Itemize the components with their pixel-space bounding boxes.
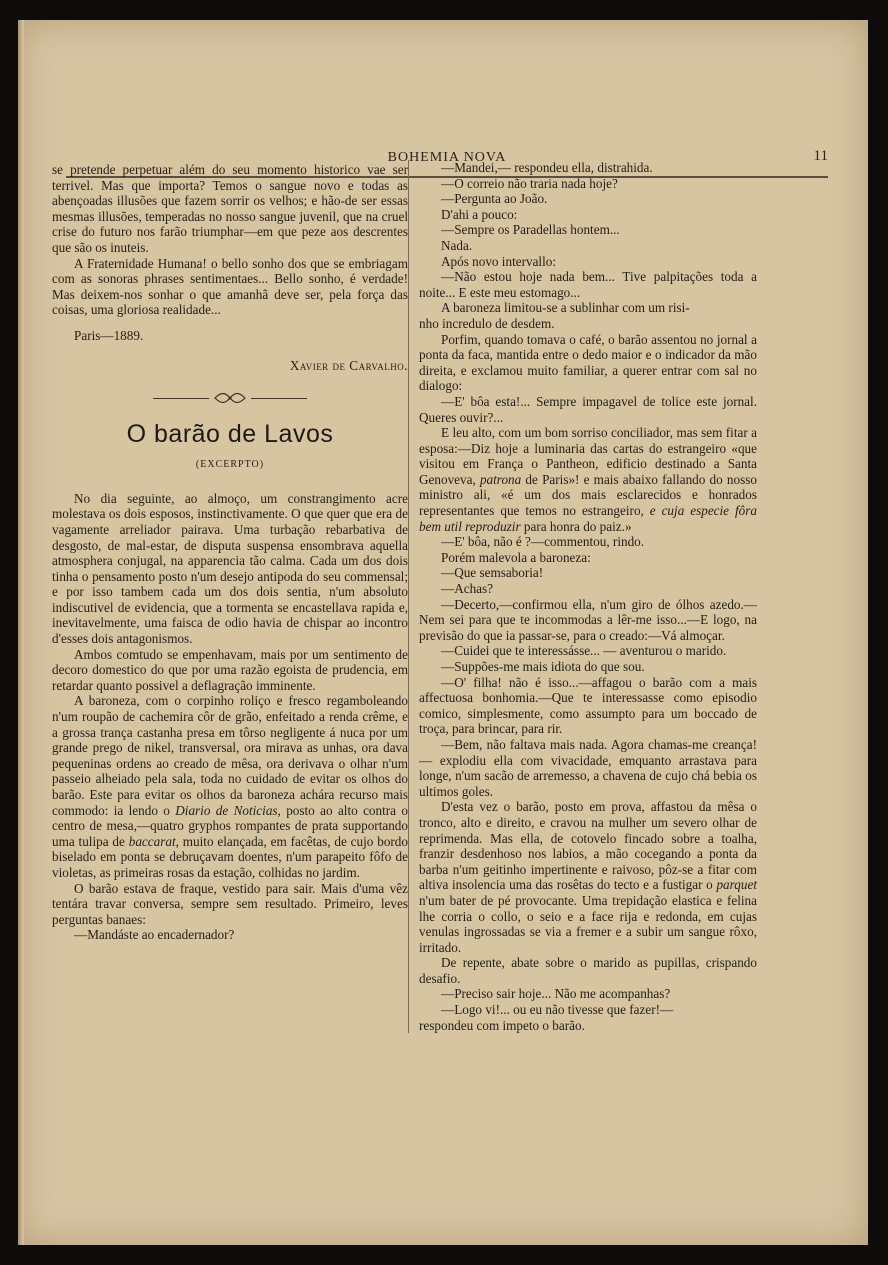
story-paragraph-1: No dia seguinte, ao almoço, um constrangimento acre molestava os dois esposos, instinctivamente. O que quer que era de vagamente arreliador pairava. Uma turbação rebarbativa de desgosto, de mal-estar, de disputa suspensa ensombrava aquella atmosphera conjugal, na apparencia tão calma. Cada um dos dois tinha o pensamento posto n'um desejo antipoda do seu commensal; e por isso tambem cada um dos dois sentia, n'um absoluto indiscutivel de evidencia, que a tormenta se encastellava rapida e, inevitavelmente, uma faisca de odio havia de chispar ao incontro d'esses dois antagonismos. — [52, 490, 408, 647]
author-signature: Xavier de Carvalho. — [289, 357, 408, 373]
baroness-text-a: A baroneza, com o corpinho roliço e fresco regamboleando n'um roupão de cachemira côr de grão, enfeitado a renda crême, e a grossa trança castanha presa em tôrso negligente á nuca por um grande prego de nikel, transversal, ora mirava as unhas, ora dava pequeninas ordens ao creado de mêsa, ora derivava o olhar n'um passeio alheiado pela sala, toda no cuidado de evitar os olhos do barão. Este para evitar os olhos da baroneza achára recurso mais commodo: ia lendo o — [52, 693, 408, 818]
reading-text-c: para honra do paiz.» — [520, 518, 632, 534]
story-paragraph-2: Ambos comtudo se empenhavam, mais por um sentimento de decoro domestico do que por uma razão egoista de prudencia, em retardar quanto possivel a deflagração imminente. — [52, 646, 408, 693]
flourish-icon — [213, 391, 247, 405]
dialogue-line: —E' bôa esta!... Sempre impagavel de tolice este jornal. Queres ouvir?... — [419, 393, 757, 425]
right-column — [408, 160, 757, 1033]
closing-paragraph-1: O barão estava de fraque, vestido para sair. Mais d'uma vêz tentára travar conversa, sempre sem resultado. Primeiro, leves perguntas banaes: — [52, 880, 408, 927]
dialogue-line: De repente, abate sobre o marido as pupillas, crispando desafio. — [419, 955, 757, 986]
risinho-line-2: nho incredulo de desdem. — [419, 315, 555, 331]
baroness-text-c: , muito elançada, em facêtas, de cujo bordo biselado em ponta se debruçavam doentes, n'um parapeito fôfo de violetas, as primeiras rosas da estação, colhidas no jardim. — [52, 833, 408, 880]
section-ornament — [52, 391, 408, 405]
dialogue-line: —Sempre os Paradellas hontem... — [441, 222, 620, 238]
last-line: respondeu com impeto o barão. — [419, 1017, 585, 1033]
ornament-rule-right — [251, 398, 307, 399]
page-number: 11 — [813, 148, 828, 164]
dialogue-line: —Decerto,—confirmou ella, n'um giro de ólhos azedo.—Nem sei para que te incommodas a lêr-me isso...—E logo, na previsão do que ia passar-se, para o creado:—Vá almoçar. — [419, 596, 757, 643]
opening-paragraph-1: se pretende perpetuar além do seu momento historico vae ser terrivel. Mas que importa? Temos o sangue novo e todas as abençoadas illusões que fazem sorrir os velhos; e hão-de ser essas mesmas illusões, temperadas no nosso sangue juvenil, que na cruel crise do futuro nos farão triumphar—em que peze aos descrentes que são os inuteis. — [52, 162, 408, 255]
baccarat-word: baccarat — [128, 833, 176, 849]
dialogue-line: —Logo vi!... ou eu não tivesse que fazer!— — [441, 1002, 674, 1018]
opening-paragraph-2: A Fraternidade Humana! o bello sonho dos que se embriagam com as sonoras phrases sentimentaes... Bello sonho, é verdade! Mas deixem-nos sonhar o que amanhã deve ser, pela força das coisas, uma gloriosa realidade... — [52, 255, 408, 318]
dialogue-line: —Cuidei que te interessásse... — aventurou o marido. — [441, 643, 727, 659]
dialogue-line: —Preciso sair hoje... Não me acompanhas? — [441, 986, 671, 1002]
patrona-word: patrona — [479, 471, 522, 487]
dialogue-line: Após novo intervallo: — [441, 253, 557, 269]
running-title: BOHEMIA NOVA — [387, 150, 507, 165]
dialogue-line: Porém malevola a baroneza: — [441, 549, 591, 565]
baroness-paragraph — [52, 693, 408, 880]
newspaper-name: Diario de Noticias — [175, 802, 278, 818]
dialogue-line: —Pergunta ao João. — [441, 191, 548, 207]
story-title: O barão de Lavos — [126, 420, 334, 449]
dialogue-line: —Mandei,— respondeu ella, distrahida. — [441, 160, 653, 175]
dialogue-line: —Achas? — [441, 581, 493, 597]
baroness-text-b: , posto ao alto contra o centro de mesa,—quatro gryphos rompantes de prata supportando uma tulipa de — [52, 802, 408, 849]
italic-quote: e cuja especie fôra bem util reproduzir — [419, 503, 757, 534]
parquet-word: parquet — [716, 877, 757, 893]
reading-paragraph — [419, 425, 757, 534]
page-spine-shadow — [18, 20, 24, 1245]
dialogue-line: D'ahi a pouco: — [441, 206, 518, 222]
stare-paragraph — [419, 799, 757, 955]
stare-text-a: D'esta vez o barão, posto em prova, affastou da mêsa o tronco, alto e direito, e cravou na mulher um severo olhar de reprimenda. Mas ella, de cotovelo fincado sobre a toalha, franzir desdenhoso nos labios, a mão cocegando a ponta da barba n'um geitinho impertinente e raivoso, pôz-se a fitar com altiva insolencia uma das rosêtas do tecto e a fustigar o — [419, 799, 757, 893]
risinho-line-1: A baroneza limitou-se a sublinhar com um risi- — [441, 300, 690, 316]
dialogue-line: —O correio não traria nada hoje? — [441, 175, 618, 191]
left-column — [52, 162, 408, 943]
reading-text-a: E leu alto, com um bom sorriso conciliador, mas sem fitar a esposa:—Diz hoje a luminaria das cartas do estrangeiro «que visitou em França o Pantheon, edificio destinado a Santa Genoveva, — [419, 425, 757, 487]
closing-paragraph-2: —Mandáste ao encadernador? — [74, 927, 235, 943]
ornament-rule-left — [153, 398, 209, 399]
excerpt-label: (EXCERPTO) — [195, 459, 265, 471]
dialogue-line: Nada. — [441, 237, 473, 253]
dialogue-line: —Suppões-me mais idiota do que sou. — [441, 659, 645, 674]
date-line: Paris—1889. — [74, 327, 144, 343]
dialogue-line: —Bem, não faltava mais nada. Agora chamas-me creança! — explodiu ella com vivacidade, emquanto arrastava para longe, n'um sacão de arremesso, a chavena de cujo chá bebia os ultimos goles. — [419, 736, 757, 799]
dialogue-line: —E' bôa, não é ?—commentou, rindo. — [441, 534, 645, 550]
dialogue-line: —Não estou hoje nada bem... Tive palpitações toda a noite... E este meu estomago... — [419, 269, 757, 300]
dialogue-line: —Que semsaboria! — [441, 565, 544, 581]
story-paragraph: Porfim, quando tomava o café, o barão assentou no jornal a ponta da faca, mantida entre o dedo maior e o indicador da mão direita, e exclamou muito familiar, a querer entrar com sal no dialogo: — [419, 331, 757, 394]
dialogue-line: —O' filha! não é isso...—affagou o barão com a mais affectuosa bonhomia.—Que te interessasse como episodio comico, simplesmente, como assumpto para um boccado de troça, para brincar, para rir. — [419, 674, 757, 737]
reading-text-b: de Paris»! e mais abaixo fallando do nosso ministro ali, «é um dos mais esclarecidos e honrados representantes que temos no estrangeiro, — [419, 471, 757, 519]
stare-text-b: n'um bater de pé provocante. Uma trepidação elastica e felina lhe corria o collo, o seio e a face rija e redonda, em cujas venulas ingrossadas se via a fremer e a subir um sangue rôxo, irritado. — [419, 892, 757, 955]
